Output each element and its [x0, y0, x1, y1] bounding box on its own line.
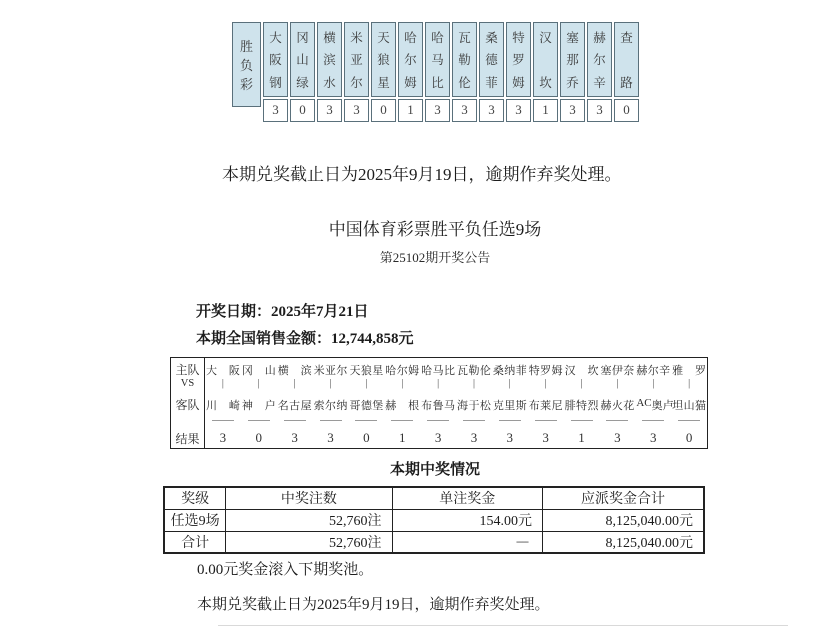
- team-name-vertical: 瓦 勒 伦: [452, 22, 477, 97]
- team-name-vertical: 冈 山 绿: [290, 22, 315, 97]
- prize-row-ren9: [164, 509, 704, 531]
- team-name-vertical: 哈 马 比: [425, 22, 450, 97]
- home-team: 赫 尔 辛: [636, 365, 671, 377]
- away-row-label: 客队: [175, 398, 200, 412]
- team-column: [479, 22, 504, 122]
- home-team: 特 罗 姆: [528, 365, 563, 377]
- match-column: [528, 358, 564, 448]
- vs-separator: |: [437, 378, 440, 389]
- underline-dash: [564, 414, 600, 426]
- match-result: 0: [685, 430, 693, 445]
- match-result: 3: [291, 430, 298, 445]
- away-team: 布 鲁 马: [421, 400, 455, 412]
- total-payout: 8,125,040.00元: [542, 509, 704, 531]
- redeem-notice-top: 本期兑奖截止日为2025年9月19日，逾期作弃奖处理。: [222, 165, 622, 184]
- underline-dash: [277, 414, 313, 426]
- away-team: 索 尔 纳: [313, 400, 348, 412]
- underline-dash: [456, 414, 492, 426]
- away-team: 布 莱 尼: [528, 400, 563, 412]
- team-name-vertical: 天 狼 星: [371, 22, 396, 97]
- winlose-row-label: 胜 负 彩: [232, 22, 261, 107]
- team-column: [344, 22, 369, 122]
- team-column: [371, 22, 396, 122]
- match-columns: [205, 358, 707, 448]
- underline-dash: [671, 414, 707, 426]
- away-team: 神 户: [241, 400, 276, 412]
- underline-dash: [241, 414, 277, 426]
- team-result: 3: [479, 99, 504, 122]
- match-result: 3: [470, 430, 478, 445]
- header-total-payout: 应派奖金合计: [542, 487, 704, 509]
- match-column: [348, 358, 384, 448]
- away-team: 腓 特 烈: [564, 400, 599, 412]
- team-column: [263, 22, 288, 122]
- total-payout: 8,125,040.00元: [542, 531, 704, 553]
- home-row-label: 主队: [175, 363, 200, 377]
- team-column: [506, 22, 531, 122]
- vs-separator: |: [329, 378, 332, 389]
- home-team: 汉 坎: [564, 365, 599, 377]
- match-table-label-column: [171, 358, 205, 448]
- team-column: [533, 22, 558, 122]
- away-team: 川 崎: [206, 400, 240, 412]
- team-result: 0: [371, 99, 396, 122]
- bottom-divider-line: [218, 625, 788, 626]
- match-column: [313, 358, 349, 448]
- team-name-vertical: 汉 坎: [533, 22, 558, 97]
- team-result: 3: [263, 99, 288, 122]
- away-team: 赫 根: [385, 400, 420, 412]
- match-result: 3: [434, 430, 442, 445]
- match-result: 3: [542, 430, 549, 445]
- home-team: 天 狼 星: [349, 365, 384, 377]
- match-result: 0: [363, 430, 370, 445]
- home-team: 哈 马 比: [421, 365, 455, 377]
- team-column: [587, 22, 612, 122]
- match-column: [241, 358, 277, 448]
- home-team: 桑 纳 菲: [492, 365, 527, 377]
- team-result: 3: [452, 99, 477, 122]
- underline-dash: [313, 414, 349, 426]
- match-column: [635, 358, 674, 448]
- team-result: 1: [533, 99, 558, 122]
- vs-separator: |: [221, 378, 224, 389]
- team-result: 1: [398, 99, 423, 122]
- underline-dash: [528, 414, 564, 426]
- vs-separator: |: [365, 378, 368, 389]
- vs-separator: |: [580, 378, 583, 389]
- home-team: 横 滨: [277, 365, 312, 377]
- sales-amount-line: 本期全国销售金额：12,744,858元: [196, 331, 414, 347]
- team-column: [614, 22, 639, 122]
- match-column: [456, 358, 492, 448]
- team-result: 3: [587, 99, 612, 122]
- prize-header-row: [164, 487, 704, 509]
- match-column: [599, 358, 635, 448]
- match-column: [277, 358, 313, 448]
- team-name-vertical: 米 亚 尔: [344, 22, 369, 97]
- prize-level: 合计: [164, 531, 226, 553]
- match-column: [205, 358, 241, 448]
- match-result: 3: [327, 430, 334, 445]
- match-result: 3: [506, 430, 514, 445]
- team-result: 3: [425, 99, 450, 122]
- team-column: [398, 22, 423, 122]
- match-result: 1: [578, 430, 585, 445]
- match-column: [671, 358, 707, 448]
- team-column: [317, 22, 342, 122]
- team-column: [290, 22, 315, 122]
- header-prize-level: 奖级: [164, 487, 226, 509]
- vs-separator: |: [688, 378, 691, 389]
- vs-separator: |: [293, 378, 296, 389]
- underline-dash: [635, 414, 671, 426]
- winning-bets: 52,760注: [226, 531, 392, 553]
- rollover-note: 0.00元奖金滚入下期奖池。: [197, 562, 374, 578]
- home-team: 塞 伊 奈: [600, 365, 635, 377]
- match-result: 1: [398, 430, 406, 445]
- match-vs-table: [170, 357, 708, 449]
- prize-row-total: [164, 531, 704, 553]
- team-name-vertical: 大 阪 钢: [263, 22, 288, 97]
- team-name-vertical: 横 滨 水: [317, 22, 342, 97]
- vs-separator: |: [401, 378, 404, 389]
- single-prize: 154.00元: [392, 509, 542, 531]
- team-name-vertical: 赫 尔 辛: [587, 22, 612, 97]
- home-team: 哈 尔 姆: [385, 365, 420, 377]
- home-team: 米 亚 尔: [313, 365, 348, 377]
- team-name-vertical: 塞 那 乔: [560, 22, 585, 97]
- section-title: 本期中奖情况: [389, 462, 480, 478]
- single-prize-dashes: ----: [392, 531, 542, 553]
- winlose-results-table: [232, 22, 639, 122]
- home-team: 大 阪: [206, 365, 240, 377]
- away-team: 哥 德 堡: [349, 400, 384, 412]
- match-column: [564, 358, 600, 448]
- team-result: 3: [560, 99, 585, 122]
- home-team: 冈 山: [241, 365, 276, 377]
- home-team: 瓦 勒 伦: [457, 365, 491, 377]
- vs-separator: |: [508, 378, 511, 389]
- team-result: 3: [317, 99, 342, 122]
- page-subtitle: 第25102期开奖公告: [379, 250, 491, 265]
- vs-separator: |: [616, 378, 619, 389]
- page-title: 中国体育彩票胜平负任选9场: [328, 220, 542, 239]
- label-spacer: [171, 414, 204, 426]
- team-result: 3: [344, 99, 369, 122]
- match-column: [420, 358, 456, 448]
- underline-dash: [205, 414, 241, 426]
- team-column: [425, 22, 450, 122]
- vs-separator: |: [257, 378, 260, 389]
- draw-date-line: 开奖日期：2025年7月21日: [196, 304, 369, 320]
- underline-dash: [492, 414, 528, 426]
- match-result: 3: [219, 430, 227, 445]
- result-row-label: 结果: [175, 432, 200, 446]
- match-column: [384, 358, 420, 448]
- match-result: 0: [255, 430, 263, 445]
- header-single-prize: 单注奖金: [392, 487, 542, 509]
- prize-level: 任选9场: [164, 509, 226, 531]
- match-result: 3: [614, 430, 621, 445]
- redeem-notice-bottom: 本期兑奖截止日为2025年9月19日，逾期作弃奖处理。: [197, 597, 550, 613]
- prize-table: [163, 486, 705, 554]
- team-name-vertical: 查 路: [614, 22, 639, 97]
- team-result: 0: [290, 99, 315, 122]
- vs-separator: |: [544, 378, 547, 389]
- away-team: A C 奥 卢: [636, 397, 674, 412]
- team-name-vertical: 哈 尔 姆: [398, 22, 423, 97]
- away-team: 克 里 斯: [492, 400, 527, 412]
- team-name-vertical: 桑 德 菲: [479, 22, 504, 97]
- team-column: [452, 22, 477, 122]
- match-column: [492, 358, 528, 448]
- header-winning-bets: 中奖注数: [226, 487, 392, 509]
- away-team: 赫 火 花: [600, 400, 635, 412]
- winning-bets: 52,760注: [226, 509, 392, 531]
- team-column: [560, 22, 585, 122]
- away-team: 坦 山 猫: [672, 400, 707, 412]
- underline-dash: [384, 414, 420, 426]
- away-team: 海 于 松: [457, 400, 491, 412]
- vs-separator: |: [472, 378, 475, 389]
- away-team: 名 古 屋: [277, 400, 312, 412]
- underline-dash: [348, 414, 384, 426]
- match-result: 3: [649, 430, 657, 445]
- vs-row-label: VS: [180, 378, 195, 389]
- home-team: 雅 罗: [672, 365, 707, 377]
- vs-separator: |: [652, 378, 655, 389]
- underline-dash: [420, 414, 456, 426]
- team-result: 0: [614, 99, 639, 122]
- underline-dash: [599, 414, 635, 426]
- team-result: 3: [506, 99, 531, 122]
- team-name-vertical: 特 罗 姆: [506, 22, 531, 97]
